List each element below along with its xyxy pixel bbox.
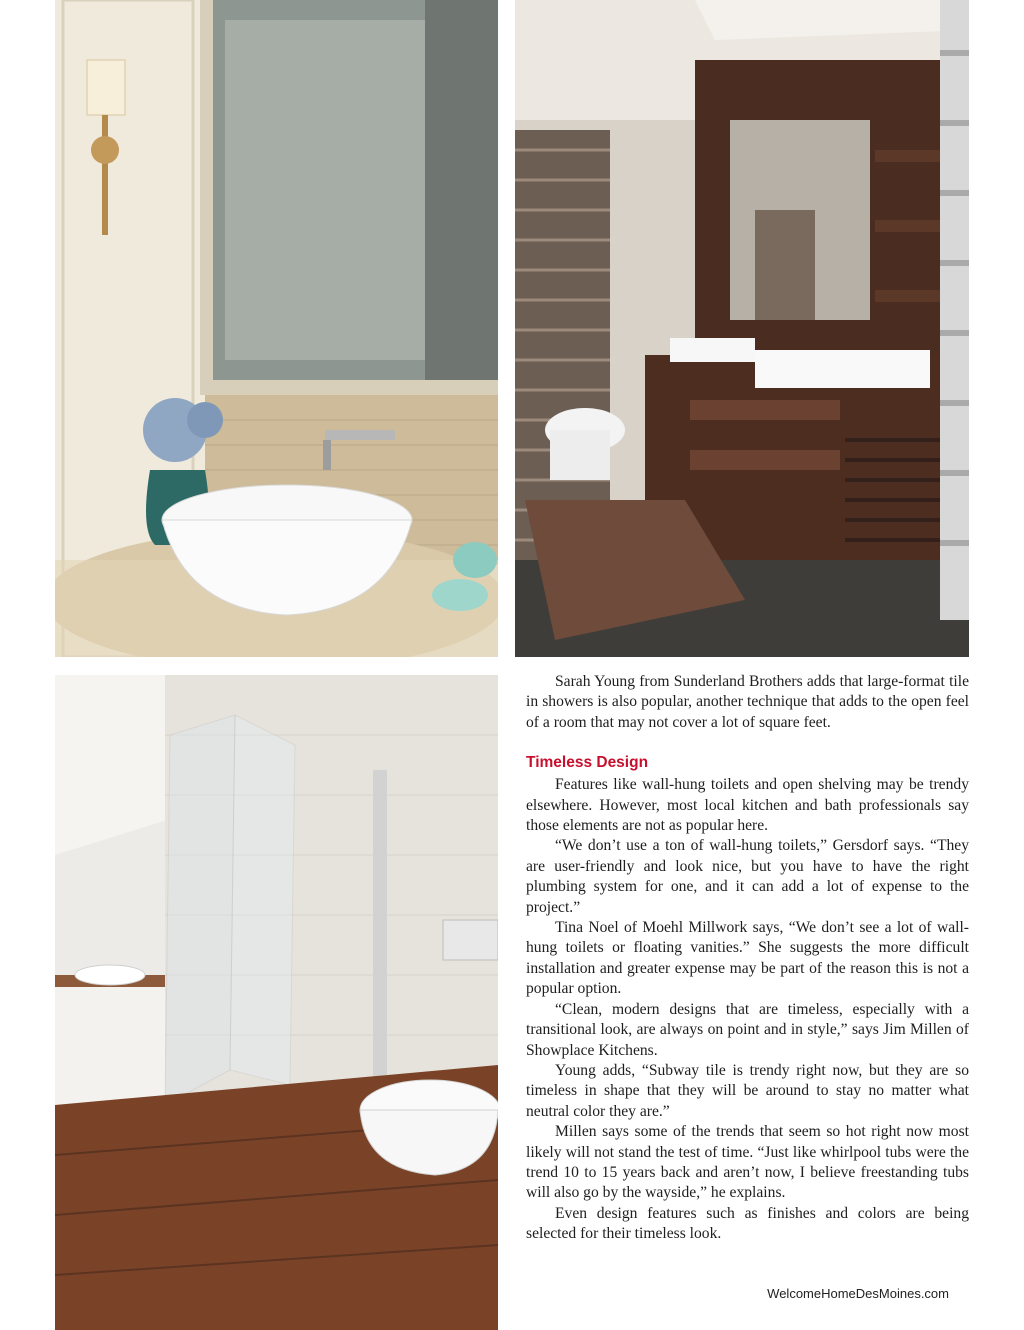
footer-website-url: WelcomeHomeDesMoines.com xyxy=(767,1286,949,1301)
article-paragraph: “We don’t use a ton of wall-hung toilets,” Gersdorf says. “They are user-friendly and look nice, but you have to have the right plumbing system for one, and it can add a lot of expense to the project.” xyxy=(526,837,969,916)
article-paragraph: Features like wall-hung toilets and open shelving may be trendy elsewhere. However, most local kitchen and bath professionals say those elements are not as popular here. xyxy=(526,776,969,835)
photo-shower xyxy=(55,675,498,1330)
shower-illustration xyxy=(55,675,498,1330)
article-body xyxy=(526,672,969,1245)
article-paragraph: Even design features such as finishes and colors are being selected for their timeless look. xyxy=(526,1204,969,1243)
photo-vanity-double xyxy=(515,0,969,657)
article-paragraph: Young adds, “Subway tile is trendy right now, but they are so timeless in shape that they will be around to stay no matter what neutral color they are.” xyxy=(526,1061,969,1120)
section-heading: Timeless Design xyxy=(526,754,649,772)
article-paragraph: “Clean, modern designs that are timeless, especially with a transitional look, are always on point and in style,” says Jim Millen of Showplace Kitchens. xyxy=(526,1000,969,1059)
vanity-vessel-illustration xyxy=(55,0,498,657)
vanity-double-illustration xyxy=(515,0,969,657)
intro-paragraph: Sarah Young from Sunderland Brothers adds that large-format tile in showers is also popular, another technique that adds to the open feel of a room that may not cover a lot of square feet. xyxy=(526,673,969,731)
photo-vanity-vessel xyxy=(55,0,498,657)
article-paragraph: Tina Noel of Moehl Millwork says, “We don’t see a lot of wall-hung toilets or floating vanities.” She suggests the more difficult installation and greater expense may be part of the reason this is not a popular option. xyxy=(526,919,969,998)
article-paragraph: Millen says some of the trends that seem so hot right now most likely will not stand the test of time. “Just like whirlpool tubs were the trend 10 to 15 years back and aren’t now, I believe freestanding tubs will also go by the wayside,” he explains. xyxy=(526,1123,969,1202)
